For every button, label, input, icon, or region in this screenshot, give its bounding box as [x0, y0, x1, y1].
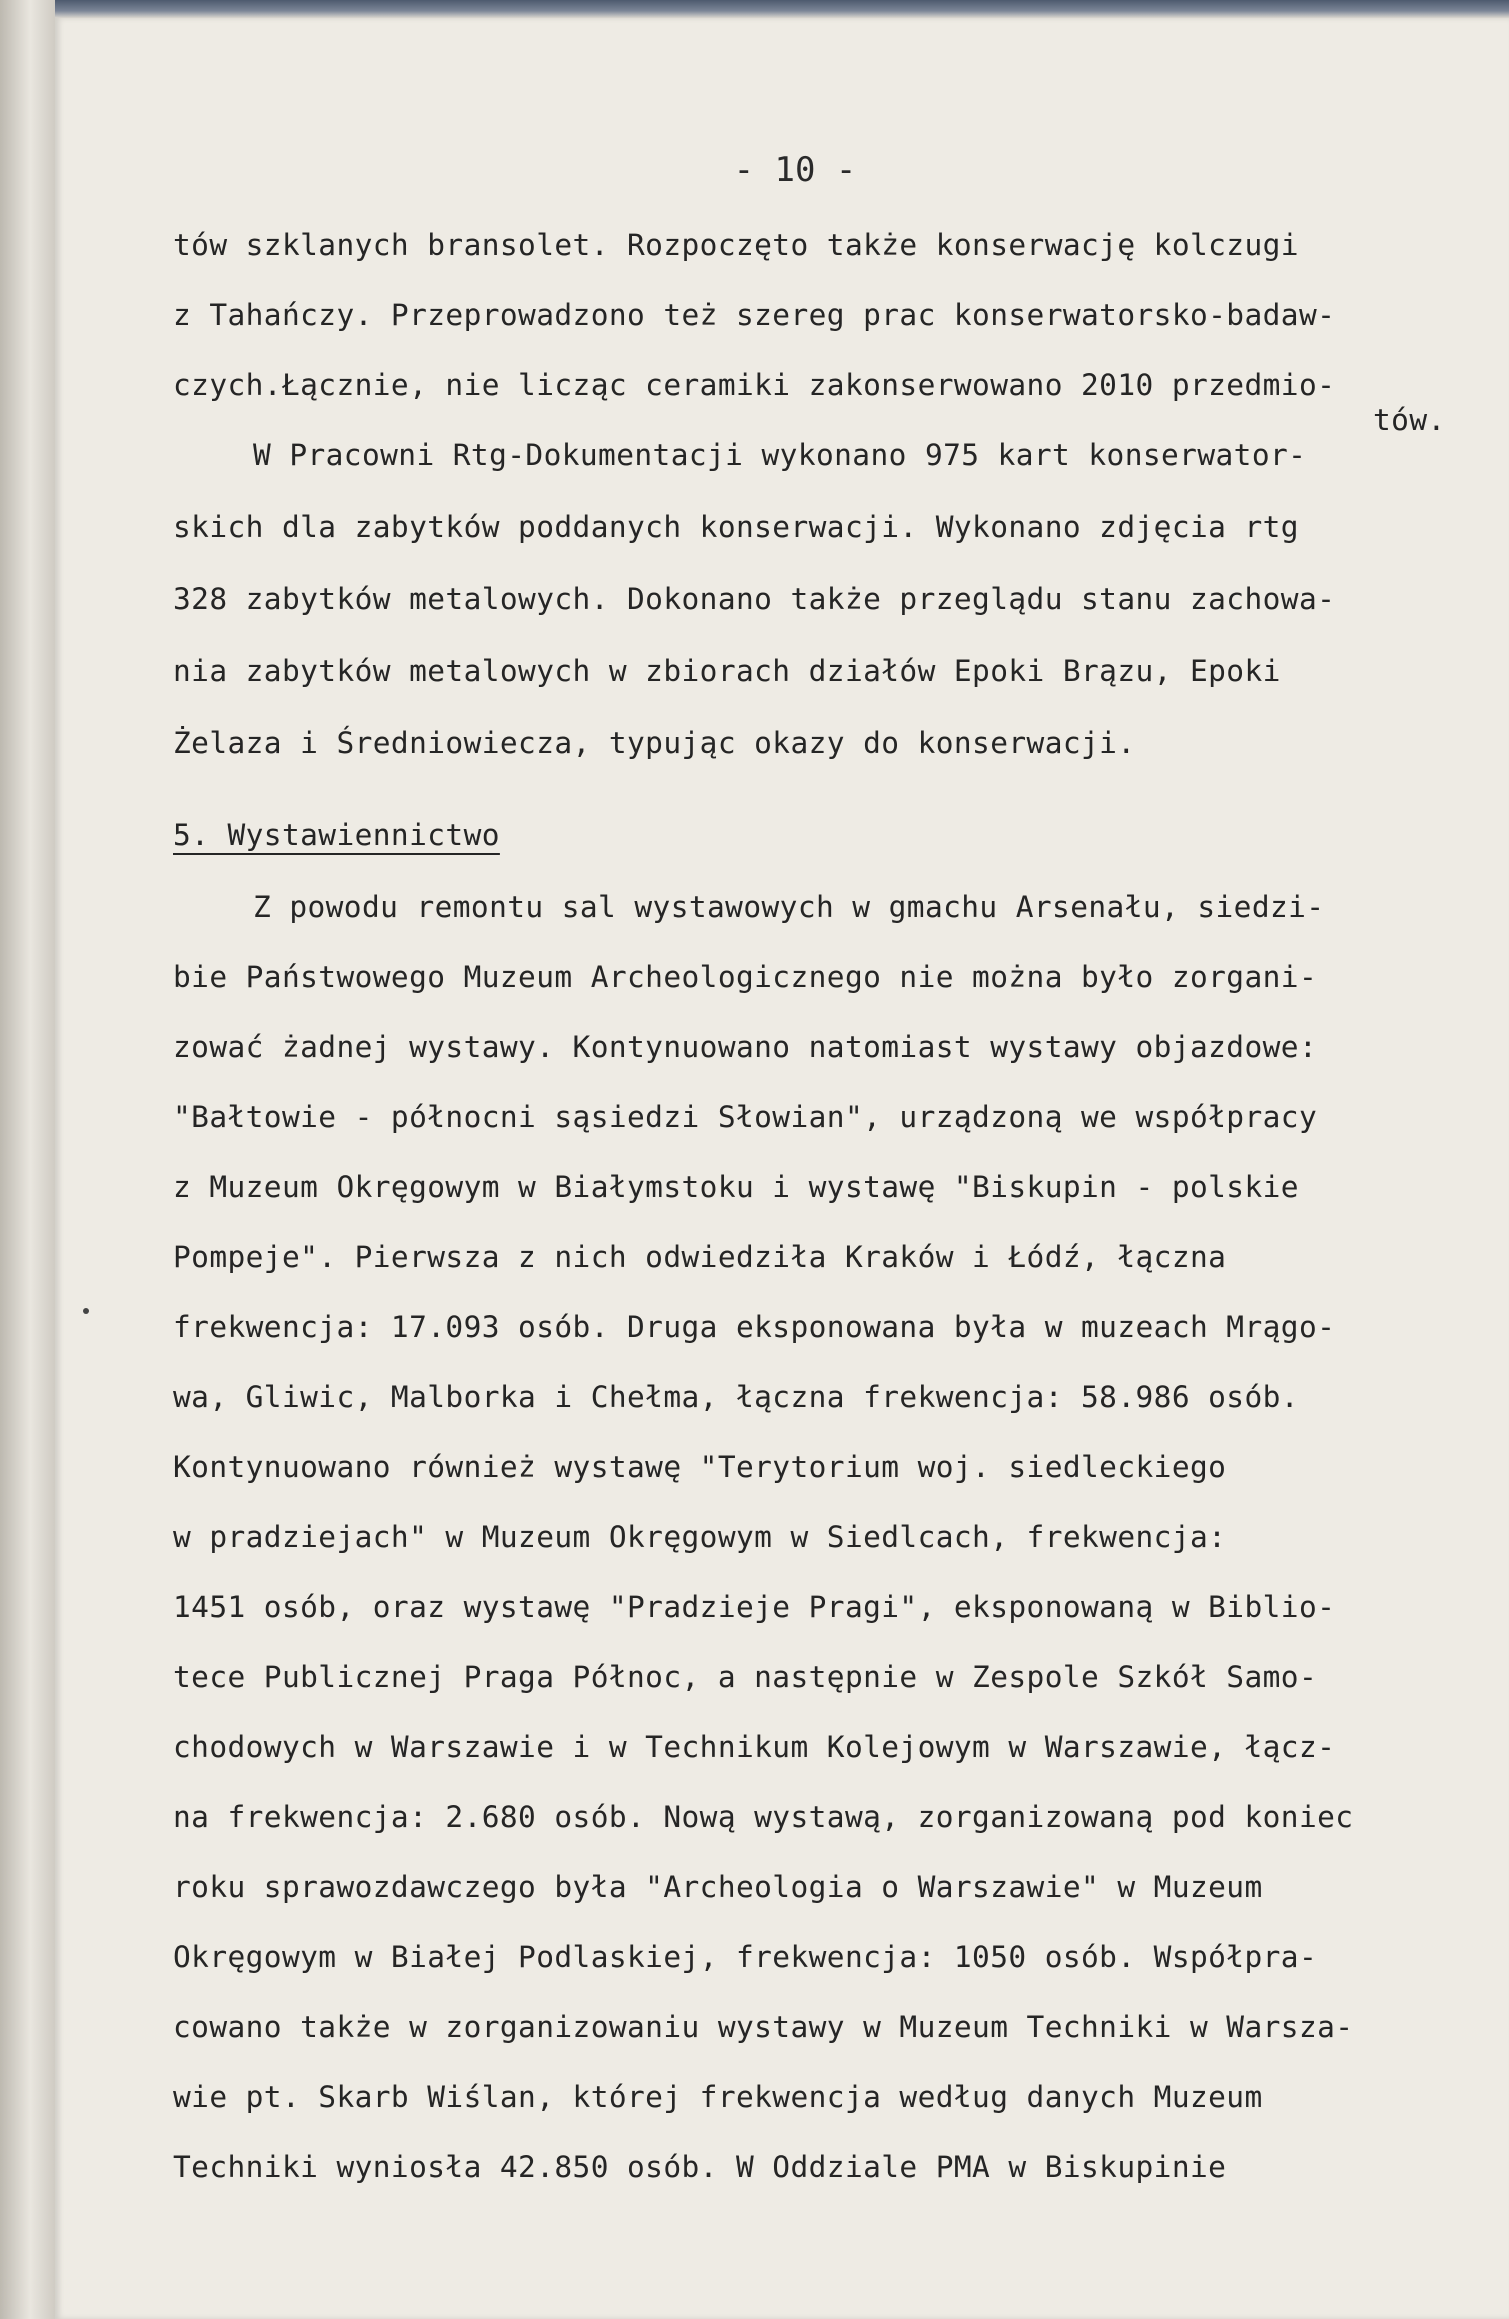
text-line: tów szklanych bransolet. Rozpoczęto także konserwację kolczugi	[173, 228, 1299, 262]
document-page	[55, 18, 1509, 2319]
text-line: wie pt. Skarb Wiślan, której frekwencja według danych Muzeum	[173, 2080, 1263, 2114]
text-line: w pradziejach" w Muzeum Okręgowym w Siedlcach, frekwencja:	[173, 1520, 1227, 1554]
text-line: Żelaza i Średniowiecza, typując okazy do konserwacji.	[173, 726, 1136, 760]
text-line: roku sprawozdawczego była "Archeologia o Warszawie" w Muzeum	[173, 1870, 1263, 1904]
text-line: tów.	[1373, 403, 1446, 437]
text-line: z Muzeum Okręgowym w Białymstoku i wystawę "Biskupin - polskie	[173, 1170, 1299, 1204]
margin-mark	[83, 1308, 89, 1314]
top-cover-edge	[55, 0, 1509, 18]
text-line: wa, Gliwic, Malborka i Chełma, łączna frekwencja: 58.986 osób.	[173, 1380, 1299, 1414]
text-line: bie Państwowego Muzeum Archeologicznego nie można było zorgani-	[173, 960, 1318, 994]
text-line: Techniki wyniosła 42.850 osób. W Oddziale PMA w Biskupinie	[173, 2150, 1227, 2184]
text-line: zować żadnej wystawy. Kontynuowano natomiast wystawy objazdowe:	[173, 1030, 1318, 1064]
text-line: 328 zabytków metalowych. Dokonano także przeglądu stanu zachowa-	[173, 582, 1336, 616]
text-line: na frekwencja: 2.680 osób. Nową wystawą, zorganizowaną pod koniec	[173, 1800, 1354, 1834]
text-line: "Bałtowie - północni sąsiedzi Słowian", urządzoną we współpracy	[173, 1100, 1318, 1134]
text-line: Z powodu remontu sal wystawowych w gmachu Arsenału, siedzi-	[253, 890, 1325, 924]
text-line: Pompeje". Pierwsza z nich odwiedziła Kraków i Łódź, łączna	[173, 1240, 1227, 1274]
text-line: W Pracowni Rtg-Dokumentacji wykonano 975 kart konserwator-	[253, 438, 1307, 472]
section-heading: 5. Wystawiennictwo	[173, 818, 500, 852]
text-line: Kontynuowano również wystawę "Terytorium woj. siedleckiego	[173, 1450, 1227, 1484]
page-number: - 10 -	[733, 150, 857, 190]
text-line: chodowych w Warszawie i w Technikum Kolejowym w Warszawie, łącz-	[173, 1730, 1336, 1764]
binding-edge	[0, 0, 55, 2319]
text-line: z Tahańczy. Przeprowadzono też szereg prac konserwatorsko-badaw-	[173, 298, 1336, 332]
text-line: Okręgowym w Białej Podlaskiej, frekwencja: 1050 osób. Współpra-	[173, 1940, 1318, 1974]
text-line: frekwencja: 17.093 osób. Druga eksponowana była w muzeach Mrągo-	[173, 1310, 1336, 1344]
text-line: cowano także w zorganizowaniu wystawy w Muzeum Techniki w Warsza-	[173, 2010, 1354, 2044]
text-line: tece Publicznej Praga Północ, a następnie w Zespole Szkół Samo-	[173, 1660, 1318, 1694]
text-line: czych.Łącznie, nie licząc ceramiki zakonserwowano 2010 przedmio-	[173, 368, 1336, 402]
text-line: nia zabytków metalowych w zbiorach działów Epoki Brązu, Epoki	[173, 654, 1281, 688]
text-line: skich dla zabytków poddanych konserwacji. Wykonano zdjęcia rtg	[173, 510, 1299, 544]
text-line: 1451 osób, oraz wystawę "Pradzieje Pragi", eksponowaną w Biblio-	[173, 1590, 1336, 1624]
